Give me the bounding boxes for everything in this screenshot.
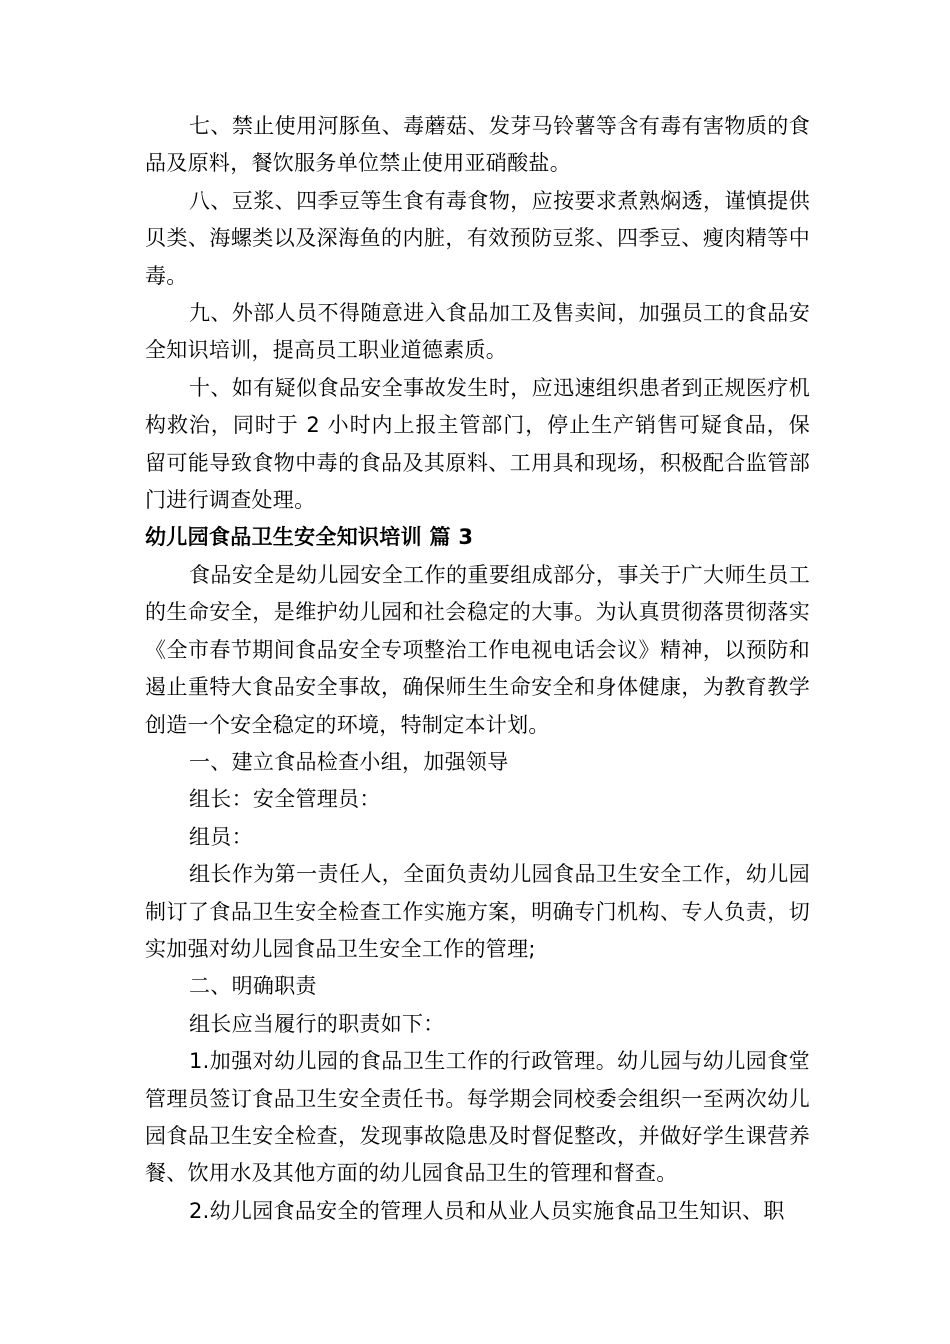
duties-intro: 组长应当履行的职责如下： — [189, 1011, 445, 1036]
document-body — [145, 108, 810, 1230]
subheading-two: 二、明确职责 — [189, 974, 317, 999]
subheading-one: 一、建立食品检查小组，加强领导 — [189, 749, 509, 774]
section-heading: 幼儿园食品卫生安全知识培训 篇 3 — [145, 525, 474, 550]
paragraph-item-10: 十、如有疑似食品安全事故发生时，应迅速组织患者到正规医疗机构救治，同时于 2 小时内上报主管部门，停止生产销售可疑食品，保留可能导致食物中毒的食品及其原料、工用具和现场，积极配合监管部门进行调查处理。 — [145, 375, 810, 513]
paragraph-item-7: 七、禁止使用河豚鱼、毒蘑菇、发芽马铃薯等含有毒有害物质的食品及原料，餐饮服务单位禁止使用亚硝酸盐。 — [145, 114, 810, 176]
leader-responsibility-paragraph: 组长作为第一责任人，全面负责幼儿园食品卫生安全工作，幼儿园制订了食品卫生安全检查工作实施方案，明确专门机构、专人负责，切实加强对幼儿园食品卫生安全工作的管理; — [145, 862, 810, 961]
intro-paragraph: 食品安全是幼儿园安全工作的重要组成部分，事关于广大师生员工的生命安全，是维护幼儿园和社会稳定的大事。为认真贯彻落贯彻落实《全市春节期间食品安全专项整治工作电视电话会议》精神，以预防和遏止重特大食品安全事故，确保师生生命安全和身体健康，为教育教学创造一个安全稳定的环境，特制定本计划。 — [145, 562, 810, 737]
member-line: 组员： — [189, 824, 253, 849]
paragraph-item-8: 八、豆浆、四季豆等生食有毒食物，应按要求煮熟焖透，谨慎提供贝类、海螺类以及深海鱼的内脏，有效预防豆浆、四季豆、瘦肉精等中毒。 — [145, 188, 810, 288]
duty-item-1: 1.加强对幼儿园的食品卫生工作的行政管理。幼儿园与幼儿园食堂管理员签订食品卫生安全责任书。每学期会同校委会组织一至两次幼儿园食品卫生安全检查，发现事故隐患及时督促整改，并做好学生课营养餐、饮用水及其他方面的幼儿园食品卫生的管理和督查。 — [145, 1049, 810, 1186]
duty-item-2: 2.幼儿园食品安全的管理人员和从业人员实施食品卫生知识、职 — [189, 1198, 785, 1223]
leader-line: 组长：安全管理员： — [189, 787, 381, 812]
paragraph-item-9: 九、外部人员不得随意进入食品加工及售卖间，加强员工的食品安全知识培训，提高员工职业道德素质。 — [145, 301, 810, 363]
